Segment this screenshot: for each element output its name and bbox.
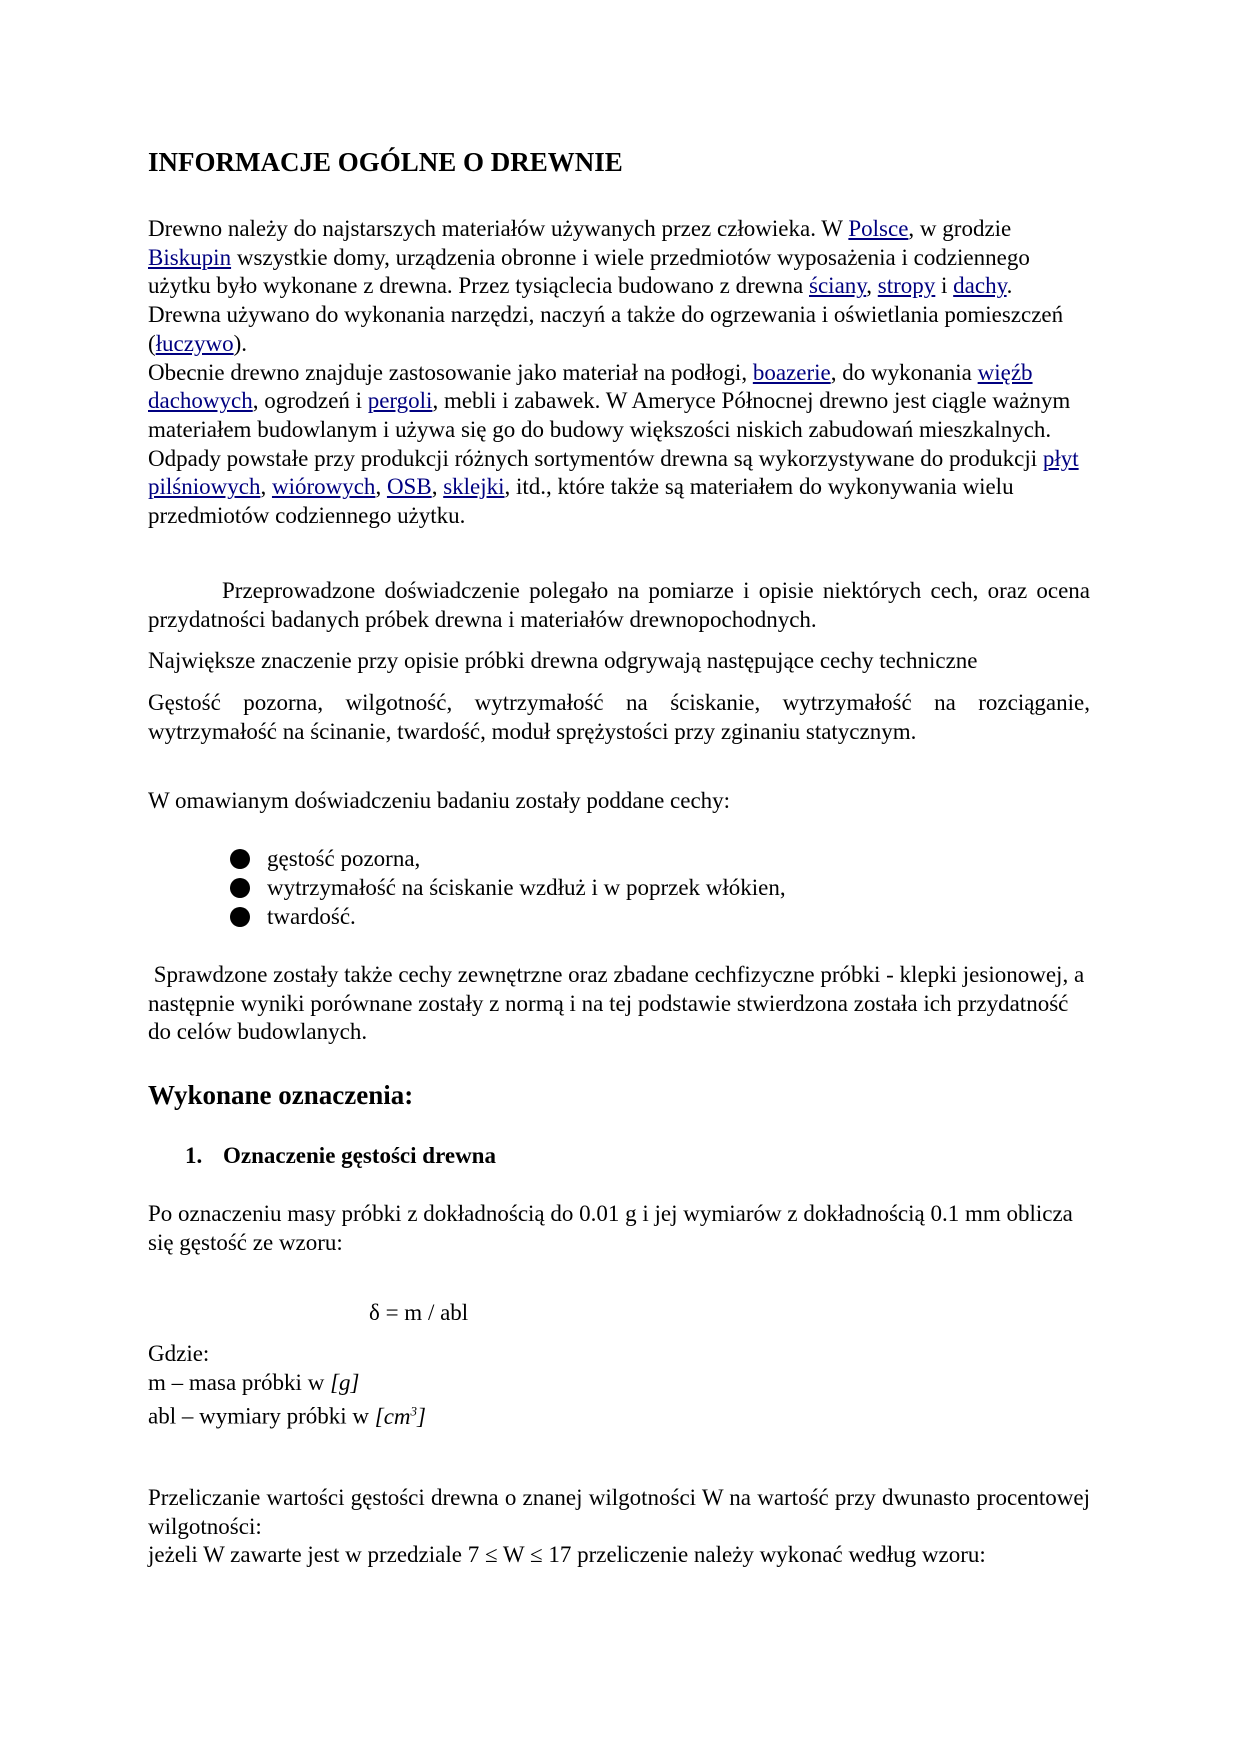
text: , ogrodzeń i bbox=[252, 388, 368, 414]
text: m – masa próbki w bbox=[148, 1370, 331, 1395]
definition-abl bbox=[148, 1397, 1090, 1431]
superscript: 3 bbox=[410, 1403, 418, 1418]
unit bbox=[375, 1404, 426, 1429]
link-sklejki[interactable]: sklejki bbox=[443, 474, 505, 500]
text: . Drewna używano do wykonania narzędzi, naczyń a także do ogrzewania i oświetlania pomieszczeń ( bbox=[148, 273, 1064, 356]
density-formula: δ = m / abl bbox=[369, 1300, 469, 1325]
unit-close: ] bbox=[417, 1403, 426, 1429]
list-item: wytrzymałość na ściskanie wzdłuż i w poprzek włókien, bbox=[267, 875, 786, 900]
condition-paragraph: jeżeli W zawarte jest w przedziale 7 ≤ W ≤ 17 przeliczenie należy wykonać według wzoru: bbox=[148, 1542, 986, 1567]
unit-text: [cm bbox=[374, 1403, 411, 1429]
largest-paragraph: Największe znaczenie przy opisie próbki drewna odgrywają następujące cechy techniczne bbox=[148, 648, 978, 673]
link-boazerie[interactable]: boazerie bbox=[752, 359, 831, 385]
text: , w grodzie bbox=[908, 216, 1012, 241]
subheading-title: Oznaczenie gęstości drewna bbox=[223, 1143, 496, 1168]
link-luczywo[interactable]: łuczywo bbox=[155, 330, 234, 356]
link-biskupin[interactable]: Biskupin bbox=[148, 244, 232, 270]
experiment-paragraph: Przeprowadzone doświadczenie polegało na pomiarze i opisie niektórych cech, oraz ocena przydatności badanych próbek drewna i materiałów drewnopochodnych. bbox=[148, 578, 1090, 632]
text: , mebli i zabawek. W Ameryce Północnej drewno jest ciągle ważnym materiałem budowlanym i używa się go do budowy większości niskich zabudowań mieszkalnych. Odpady powstałe przy produkcji różnych sortymentów drewna są wykorzystywane do produkcji bbox=[148, 388, 1071, 471]
link-osb[interactable]: OSB bbox=[386, 474, 432, 500]
text: wszystkie domy, urządzenia obronne i wiele przedmiotów wyposażenia i codziennego użytku było wykonane z drewna. Przez tysiąclecia budowano z drewna bbox=[148, 244, 1030, 299]
features-paragraph: Gęstość pozorna, wilgotność, wytrzymałość na ściskanie, wytrzymałość na rozciąganie, wytrzymałość na ścinanie, twardość, moduł sprężystości przy zginaniu statycznym. bbox=[148, 690, 1090, 744]
checked-paragraph: Sprawdzone zostały także cechy zewnętrzne oraz zbadane cechfizyczne próbki - klepki jesionowej, a następnie wyniki porównane zostały z normą i na tej podstawie stwierdzona została ich przydatność do celów budowlanych. bbox=[148, 962, 1090, 1045]
text: ). bbox=[233, 330, 248, 356]
text: Drewno należy do najstarszych materiałów używanych przez człowieka. W bbox=[148, 216, 849, 241]
unit: [g] bbox=[330, 1370, 360, 1395]
text: , do wykonania bbox=[830, 359, 978, 385]
link-dachy[interactable]: dachy bbox=[953, 273, 1007, 299]
link-wiorowych[interactable]: wiórowych bbox=[271, 474, 376, 500]
text: abl – wymiary próbki w bbox=[148, 1403, 375, 1429]
text: , bbox=[375, 474, 387, 500]
method-paragraph: Po oznaczeniu masy próbki z dokładnością do 0.01 g i jej wymiarów z dokładnością 0.1 mm oblicza się gęstość ze wzoru: bbox=[148, 1201, 1073, 1255]
link-stropy[interactable]: stropy bbox=[877, 273, 936, 299]
bullet-icon bbox=[230, 849, 250, 869]
link-wiezb-dachowych[interactable]: więźb dachowych bbox=[148, 359, 1033, 414]
bullet-icon bbox=[230, 907, 250, 927]
text: , itd., które także są materiałem do wykonywania wielu przedmiotów codziennego użytku. bbox=[148, 474, 1014, 529]
text: , bbox=[431, 474, 444, 500]
conversion-paragraph: Przeliczanie wartości gęstości drewna o znanej wilgotności W na wartość przy dwunasto procentowej wilgotności: bbox=[148, 1485, 1090, 1539]
link-pergoli[interactable]: pergoli bbox=[367, 388, 433, 414]
section-heading: Wykonane oznaczenia: bbox=[148, 1080, 414, 1110]
link-plyt-pilsniowych[interactable]: płyt pilśniowych bbox=[148, 445, 1079, 500]
list-item: twardość. bbox=[267, 904, 356, 929]
where-label: Gdzie: bbox=[148, 1341, 210, 1366]
subheading-number: 1. bbox=[185, 1143, 203, 1168]
intro-paragraph-1 bbox=[148, 215, 1090, 531]
link-polsce[interactable]: Polsce bbox=[848, 216, 909, 241]
text: , bbox=[866, 273, 878, 299]
text: i bbox=[935, 273, 954, 299]
tested-intro: W omawianym doświadczeniu badaniu zostały poddane cechy: bbox=[148, 788, 731, 813]
document-title: INFORMACJE OGÓLNE O DREWNIE bbox=[148, 147, 623, 177]
list-item: gęstość pozorna, bbox=[267, 846, 421, 871]
text: , bbox=[260, 474, 272, 500]
text: Obecnie drewno znajduje zastosowanie jako materiał na podłogi, bbox=[148, 359, 753, 385]
bullet-icon bbox=[230, 878, 250, 898]
definition-m bbox=[148, 1369, 1090, 1398]
link-sciany[interactable]: ściany bbox=[809, 273, 867, 299]
